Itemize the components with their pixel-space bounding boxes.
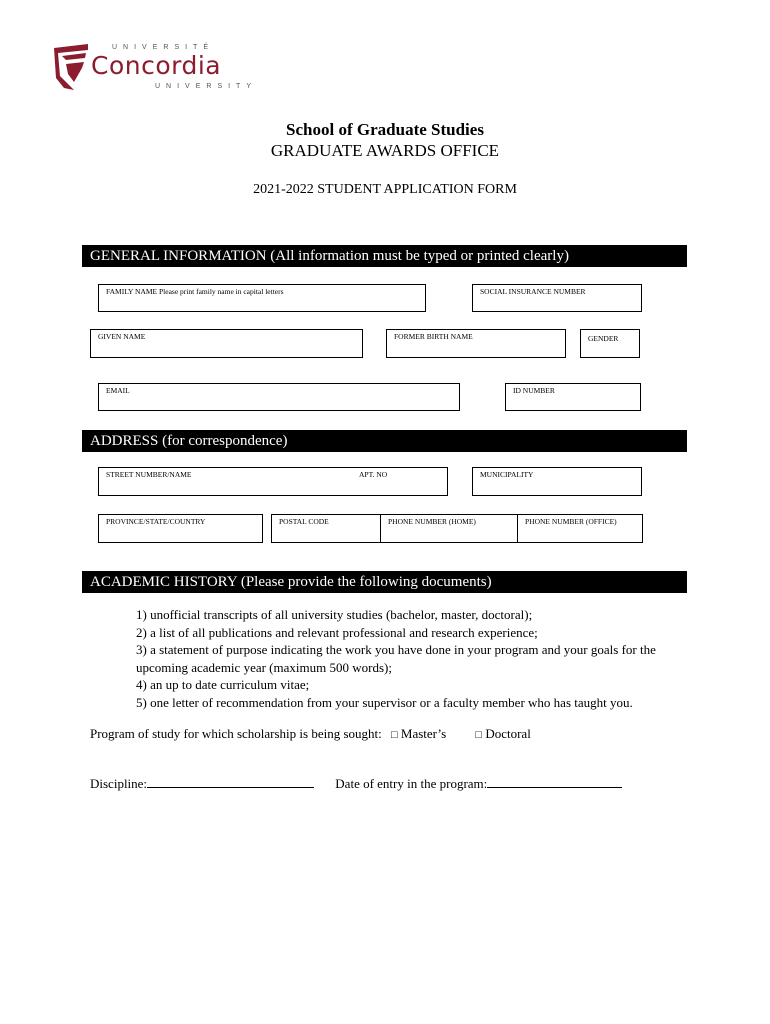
- gender-field[interactable]: [580, 329, 640, 358]
- discipline-row: [90, 775, 622, 792]
- given-name-field[interactable]: [90, 329, 363, 358]
- apt-label: APT. NO: [359, 470, 388, 479]
- school-title: School of Graduate Studies: [286, 120, 484, 139]
- street-field[interactable]: [98, 467, 448, 496]
- document-list: [136, 606, 681, 711]
- list-item: 4) an up to date curriculum vitae;: [136, 677, 310, 692]
- program-prompt: Program of study for which scholarship is being sought:: [90, 726, 382, 741]
- entry-date-label: Date of entry in the program:: [335, 776, 488, 791]
- office-title: GRADUATE AWARDS OFFICE: [270, 141, 500, 160]
- id-number-field[interactable]: [505, 383, 641, 411]
- phone-home-label: PHONE NUMBER (HOME): [388, 517, 476, 526]
- phone-home-field[interactable]: [380, 514, 518, 543]
- province-field[interactable]: [98, 514, 263, 543]
- family-name-field[interactable]: [98, 284, 426, 312]
- address-heading: ADDRESS (for correspondence): [82, 430, 687, 452]
- doctoral-option-label: Doctoral: [485, 726, 531, 741]
- postal-code-field[interactable]: [271, 514, 381, 543]
- former-birth-name-field[interactable]: [386, 329, 566, 358]
- gender-label: GENDER: [588, 334, 619, 343]
- discipline-label: Discipline:: [90, 776, 148, 791]
- postal-code-label: POSTAL CODE: [279, 517, 329, 526]
- list-item: 5) one letter of recommendation from your supervisor or a faculty member who has taught you.: [136, 694, 633, 710]
- phone-office-field[interactable]: [517, 514, 643, 543]
- municipality-label: MUNICIPALITY: [480, 470, 534, 479]
- sin-label: SOCIAL INSURANCE NUMBER: [480, 287, 586, 296]
- street-label: STREET NUMBER/NAME: [106, 470, 192, 479]
- list-item: 1) unofficial transcripts of all university studies (bachelor, master, doctoral);: [136, 607, 533, 622]
- logo-wordmark: Concordia: [91, 51, 222, 80]
- academic-history-heading: ACADEMIC HISTORY (Please provide the following documents): [82, 571, 687, 593]
- general-info-heading: GENERAL INFORMATION (All information must be typed or printed clearly): [82, 245, 687, 267]
- municipality-field[interactable]: [472, 467, 642, 496]
- email-field[interactable]: [98, 383, 460, 411]
- list-item: 2) a list of all publications and relevant professional and research experience;: [136, 624, 538, 640]
- logo-top-text: UNIVERSITÉ: [112, 44, 215, 51]
- email-label: EMAIL: [106, 386, 130, 395]
- province-label: PROVINCE/STATE/COUNTRY: [106, 517, 206, 526]
- doctoral-checkbox[interactable]: □: [475, 729, 483, 741]
- phone-office-label: PHONE NUMBER (OFFICE): [525, 517, 617, 526]
- given-name-label: GIVEN NAME: [98, 332, 146, 341]
- masters-option-label: Master’s: [400, 726, 447, 741]
- list-item: 3) a statement of purpose indicating the work you have done in your program and your goals for the upcoming academic year (maximum 500 words);: [136, 642, 656, 675]
- former-birth-name-label: FORMER BIRTH NAME: [394, 332, 473, 341]
- discipline-input[interactable]: [147, 775, 314, 788]
- sin-field[interactable]: [472, 284, 642, 312]
- form-title: 2021-2022 STUDENT APPLICATION FORM: [253, 182, 517, 197]
- family-name-label: FAMILY NAME Please print family name in capital letters: [106, 287, 284, 296]
- logo-bottom-text: UNIVERSITY: [155, 83, 258, 90]
- masters-checkbox[interactable]: □: [391, 729, 398, 741]
- entry-date-input[interactable]: [487, 775, 622, 788]
- id-number-label: ID NUMBER: [513, 386, 555, 395]
- shield-icon: [54, 44, 88, 90]
- program-row: [90, 726, 531, 742]
